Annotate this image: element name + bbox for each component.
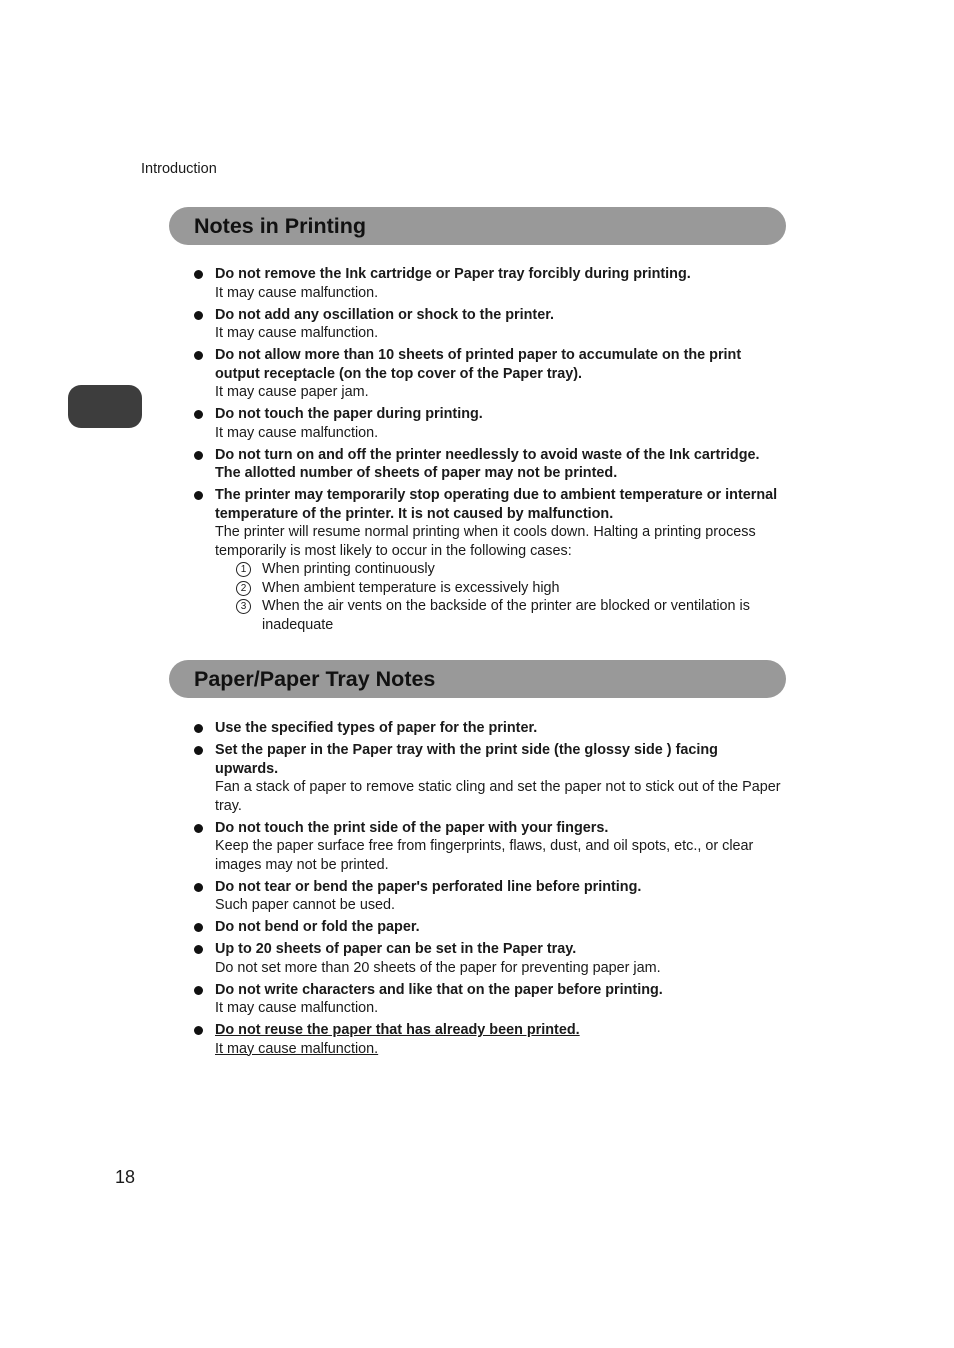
note-heading: Do not bend or fold the paper. [215, 919, 420, 935]
note-body: Do not set more than 20 sheets of the paper for preventing paper jam. [215, 959, 661, 976]
list-item [194, 405, 784, 442]
note-body: It may cause malfunction. [215, 325, 379, 341]
note-body: It may cause malfunction. [215, 424, 379, 441]
note-heading: Do not write characters and like that on the paper before printing. [215, 981, 663, 998]
case-item [215, 597, 784, 634]
list-item [194, 346, 784, 402]
list-item [194, 486, 784, 634]
note-heading: Use the specified types of paper for the printer. [215, 720, 538, 736]
circled-number-icon: 2 [236, 581, 251, 596]
note-heading: The printer may temporarily stop operating due to ambient temperature or internal temperature of the printer. It is not caused by malfunction. [215, 487, 778, 522]
list-item [194, 741, 784, 815]
bullet-icon [194, 1026, 203, 1035]
list-item [194, 878, 784, 915]
list-item [194, 265, 784, 302]
section-title: Notes in Printing [194, 213, 366, 238]
list-item [194, 819, 784, 875]
note-heading: Up to 20 sheets of paper can be set in the Paper tray. [215, 941, 577, 957]
case-list [215, 560, 784, 634]
note-heading: Do not allow more than 10 sheets of printed paper to accumulate on the print output receptacle (on the top cover of the Paper tray). [215, 347, 742, 382]
note-body: Such paper cannot be used. [215, 897, 396, 913]
bullet-icon [194, 986, 203, 995]
list-item [194, 1021, 784, 1058]
case-item [215, 579, 784, 598]
section-title: Paper/Paper Tray Notes [194, 666, 436, 691]
list-item [194, 918, 784, 937]
bullet-icon [194, 824, 203, 833]
note-heading: Do not touch the print side of the paper with your fingers. [215, 819, 609, 836]
list-item [194, 981, 784, 1018]
note-heading: Do not add any oscillation or shock to the printer. [215, 306, 555, 323]
circled-number-icon: 1 [236, 562, 251, 577]
section-bar-paper-tray-notes [169, 660, 786, 698]
bullet-icon [194, 451, 203, 460]
note-body: Fan a stack of paper to remove static cling and set the paper not to stick out of the Paper tray. [215, 779, 781, 814]
running-header: Introduction [141, 161, 217, 177]
bullet-icon [194, 270, 203, 279]
note-heading: Do not tear or bend the paper's perforated line before printing. [215, 878, 642, 895]
bullet-icon [194, 883, 203, 892]
list-item [194, 446, 784, 483]
note-heading: Do not remove the Ink cartridge or Paper tray forcibly during printing. [215, 266, 691, 282]
bullet-icon [194, 311, 203, 320]
page-number: 18 [115, 1167, 136, 1187]
bullet-icon [194, 410, 203, 419]
case-text: When printing continuously [262, 561, 435, 577]
note-body: It may cause malfunction. [215, 1000, 379, 1016]
section-bar-notes-in-printing [169, 207, 786, 245]
bullet-icon [194, 491, 203, 500]
bullet-icon [194, 923, 203, 932]
note-heading: Do not turn on and off the printer needlessly to avoid waste of the Ink cartridge. The allotted number of sheets of paper may not be printed. [215, 446, 760, 481]
paper-tray-notes-list [194, 719, 784, 1062]
case-text: When ambient temperature is excessively high [262, 579, 560, 596]
list-item [194, 940, 784, 977]
note-heading: Set the paper in the Paper tray with the print side (the glossy side ) facing upwards. [215, 742, 718, 777]
bullet-icon [194, 746, 203, 755]
bullet-icon [194, 351, 203, 360]
list-item [194, 719, 784, 738]
note-body: The printer will resume normal printing when it cools down. Halting a printing process temporarily is most likely to occur in the following cases: [215, 524, 756, 559]
chapter-tab-marker [68, 385, 142, 428]
case-text: When the air vents on the backside of the printer are blocked or ventilation is inadequate [262, 598, 750, 633]
note-body: It may cause paper jam. [215, 384, 369, 400]
case-item [215, 560, 784, 579]
note-body: Keep the paper surface free from fingerprints, flaws, dust, and oil spots, etc., or clear images may not be printed. [215, 838, 754, 873]
note-heading: Do not touch the paper during printing. [215, 406, 483, 422]
note-body: It may cause malfunction. [215, 284, 379, 301]
list-item [194, 306, 784, 343]
notes-in-printing-list [194, 265, 784, 638]
note-heading: Do not reuse the paper that has already been printed. [215, 1022, 580, 1038]
bullet-icon [194, 724, 203, 733]
note-body: It may cause malfunction. [215, 1040, 379, 1057]
bullet-icon [194, 945, 203, 954]
circled-number-icon: 3 [236, 599, 251, 614]
